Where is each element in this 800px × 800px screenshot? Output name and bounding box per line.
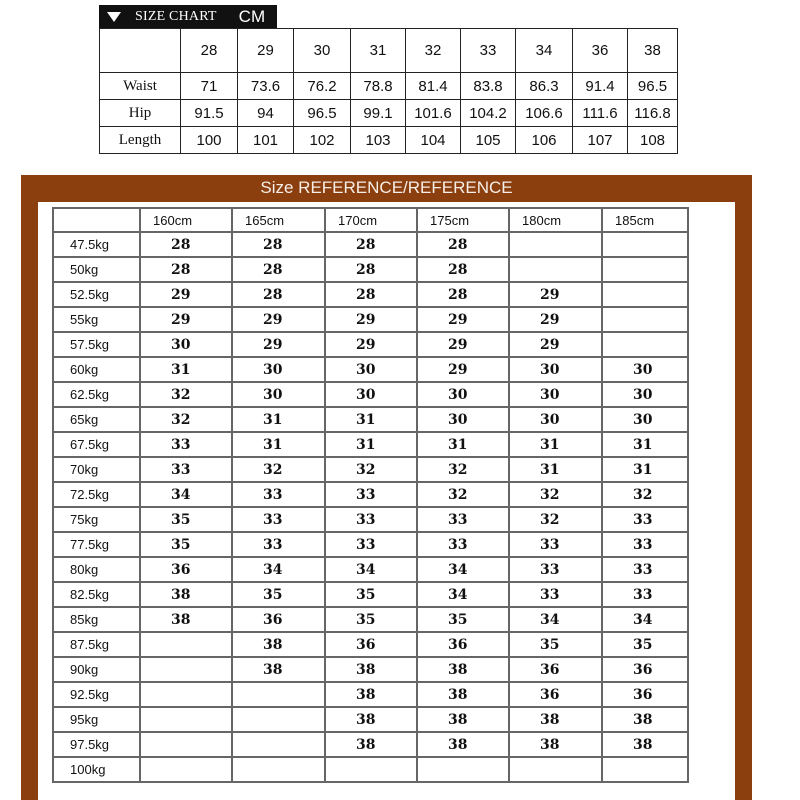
recommended-size-cell: 32 xyxy=(232,457,325,482)
recommended-size-cell: 38 xyxy=(325,682,417,707)
reference-row xyxy=(53,682,688,707)
recommended-size-cell xyxy=(232,732,325,757)
reference-row xyxy=(53,232,688,257)
measurement-value: 91.5 xyxy=(181,100,238,127)
recommended-size-cell: 34 xyxy=(417,557,509,582)
recommended-size-cell: 38 xyxy=(140,582,232,607)
measurement-value: 86.3 xyxy=(516,73,573,100)
recommended-size-cell: 34 xyxy=(325,557,417,582)
recommended-size-cell: 28 xyxy=(140,257,232,282)
size-column-header: 30 xyxy=(294,29,351,73)
weight-label: 50kg xyxy=(53,257,140,282)
reference-row xyxy=(53,632,688,657)
recommended-size-cell: 34 xyxy=(509,607,602,632)
recommended-size-cell: 35 xyxy=(602,632,688,657)
measurement-value: 103 xyxy=(351,127,406,154)
weight-label: 92.5kg xyxy=(53,682,140,707)
reference-row xyxy=(53,457,688,482)
size-column-header: 33 xyxy=(461,29,516,73)
recommended-size-cell: 35 xyxy=(232,582,325,607)
recommended-size-cell: 33 xyxy=(602,532,688,557)
recommended-size-cell: 29 xyxy=(417,357,509,382)
recommended-size-cell: 36 xyxy=(602,682,688,707)
recommended-size-cell: 30 xyxy=(325,357,417,382)
recommended-size-cell: 30 xyxy=(140,332,232,357)
measurement-value: 116.8 xyxy=(628,100,678,127)
measurement-value: 76.2 xyxy=(294,73,351,100)
reference-row xyxy=(53,357,688,382)
recommended-size-cell xyxy=(140,707,232,732)
recommended-size-cell: 31 xyxy=(602,457,688,482)
recommended-size-cell: 35 xyxy=(325,607,417,632)
recommended-size-cell: 33 xyxy=(509,557,602,582)
measurement-value: 100 xyxy=(181,127,238,154)
measurement-value: 81.4 xyxy=(406,73,461,100)
reference-row xyxy=(53,757,688,782)
reference-row xyxy=(53,482,688,507)
recommended-size-cell xyxy=(232,757,325,782)
recommended-size-cell: 30 xyxy=(509,407,602,432)
recommended-size-cell xyxy=(602,282,688,307)
reference-header-row xyxy=(53,208,688,232)
measurement-value: 96.5 xyxy=(628,73,678,100)
measurement-value: 105 xyxy=(461,127,516,154)
recommended-size-cell: 28 xyxy=(325,282,417,307)
weight-label: 85kg xyxy=(53,607,140,632)
recommended-size-cell: 29 xyxy=(140,307,232,332)
recommended-size-cell: 28 xyxy=(417,282,509,307)
recommended-size-cell: 33 xyxy=(232,482,325,507)
recommended-size-cell: 38 xyxy=(140,607,232,632)
recommended-size-cell: 29 xyxy=(325,332,417,357)
recommended-size-cell xyxy=(140,657,232,682)
recommended-size-cell: 38 xyxy=(325,732,417,757)
recommended-size-cell: 34 xyxy=(602,607,688,632)
recommended-size-cell: 35 xyxy=(140,532,232,557)
recommended-size-cell: 36 xyxy=(417,632,509,657)
recommended-size-cell: 29 xyxy=(417,307,509,332)
recommended-size-cell xyxy=(140,632,232,657)
recommended-size-cell: 33 xyxy=(602,557,688,582)
recommended-size-cell: 35 xyxy=(325,582,417,607)
recommended-size-cell: 33 xyxy=(232,532,325,557)
recommended-size-cell: 38 xyxy=(417,707,509,732)
recommended-size-cell: 36 xyxy=(509,657,602,682)
reference-row xyxy=(53,582,688,607)
recommended-size-cell: 29 xyxy=(140,282,232,307)
weight-label: 67.5kg xyxy=(53,432,140,457)
recommended-size-cell: 35 xyxy=(417,607,509,632)
recommended-size-cell: 36 xyxy=(325,632,417,657)
recommended-size-cell: 38 xyxy=(325,707,417,732)
recommended-size-cell: 33 xyxy=(417,532,509,557)
reference-row xyxy=(53,657,688,682)
weight-label: 82.5kg xyxy=(53,582,140,607)
recommended-size-cell xyxy=(140,757,232,782)
reference-row xyxy=(53,707,688,732)
recommended-size-cell: 32 xyxy=(417,482,509,507)
reference-row xyxy=(53,432,688,457)
measurement-value: 107 xyxy=(573,127,628,154)
weight-label: 80kg xyxy=(53,557,140,582)
recommended-size-cell xyxy=(509,757,602,782)
reference-row xyxy=(53,732,688,757)
recommended-size-cell: 30 xyxy=(325,382,417,407)
recommended-size-cell: 29 xyxy=(509,332,602,357)
recommended-size-cell: 31 xyxy=(417,432,509,457)
recommended-size-cell: 30 xyxy=(509,357,602,382)
recommended-size-cell: 30 xyxy=(602,357,688,382)
recommended-size-cell: 31 xyxy=(325,432,417,457)
reference-row xyxy=(53,507,688,532)
recommended-size-cell: 38 xyxy=(232,657,325,682)
recommended-size-cell xyxy=(602,307,688,332)
reference-row xyxy=(53,257,688,282)
size-column-header: 28 xyxy=(181,29,238,73)
measurement-value: 106 xyxy=(516,127,573,154)
recommended-size-cell: 38 xyxy=(417,732,509,757)
recommended-size-cell xyxy=(140,732,232,757)
size-chart-header-row xyxy=(100,29,678,73)
recommended-size-cell: 31 xyxy=(509,457,602,482)
recommended-size-cell: 33 xyxy=(509,582,602,607)
recommended-size-cell: 38 xyxy=(602,732,688,757)
measurement-value: 106.6 xyxy=(516,100,573,127)
weight-label: 55kg xyxy=(53,307,140,332)
size-column-header: 34 xyxy=(516,29,573,73)
reference-row xyxy=(53,407,688,432)
recommended-size-cell: 29 xyxy=(509,282,602,307)
recommended-size-cell: 36 xyxy=(140,557,232,582)
recommended-size-cell: 33 xyxy=(325,507,417,532)
recommended-size-cell: 33 xyxy=(602,582,688,607)
recommended-size-cell: 32 xyxy=(509,507,602,532)
measurement-value: 104 xyxy=(406,127,461,154)
weight-label: 70kg xyxy=(53,457,140,482)
recommended-size-cell: 33 xyxy=(602,507,688,532)
recommended-size-cell: 36 xyxy=(509,682,602,707)
weight-label: 100kg xyxy=(53,757,140,782)
size-reference-table xyxy=(52,207,689,783)
weight-label: 87.5kg xyxy=(53,632,140,657)
height-column-header: 160cm xyxy=(140,208,232,232)
reference-row xyxy=(53,282,688,307)
measurement-label: Hip xyxy=(100,100,181,127)
weight-label: 60kg xyxy=(53,357,140,382)
measurement-value: 94 xyxy=(238,100,294,127)
recommended-size-cell xyxy=(417,757,509,782)
triangle-down-icon xyxy=(107,12,121,22)
recommended-size-cell: 29 xyxy=(325,307,417,332)
recommended-size-cell: 35 xyxy=(509,632,602,657)
weight-label: 95kg xyxy=(53,707,140,732)
recommended-size-cell: 30 xyxy=(509,382,602,407)
recommended-size-cell: 28 xyxy=(417,257,509,282)
size-chart-row xyxy=(100,73,678,100)
size-column-header: 32 xyxy=(406,29,461,73)
recommended-size-cell xyxy=(509,232,602,257)
weight-label: 77.5kg xyxy=(53,532,140,557)
recommended-size-cell: 33 xyxy=(417,507,509,532)
recommended-size-cell: 35 xyxy=(140,507,232,532)
height-column-header: 170cm xyxy=(325,208,417,232)
recommended-size-cell: 38 xyxy=(602,707,688,732)
height-column-header: 185cm xyxy=(602,208,688,232)
size-column-header: 31 xyxy=(351,29,406,73)
reference-row xyxy=(53,382,688,407)
measurement-value: 99.1 xyxy=(351,100,406,127)
recommended-size-cell: 33 xyxy=(140,432,232,457)
recommended-size-cell: 28 xyxy=(140,232,232,257)
size-reference-title: Size REFERENCE/REFERENCE xyxy=(260,178,513,197)
recommended-size-cell xyxy=(602,257,688,282)
reference-row xyxy=(53,307,688,332)
height-column-header: 175cm xyxy=(417,208,509,232)
size-chart-header xyxy=(99,5,277,29)
height-column-header: 165cm xyxy=(232,208,325,232)
weight-label: 90kg xyxy=(53,657,140,682)
recommended-size-cell: 30 xyxy=(417,382,509,407)
measurement-value: 73.6 xyxy=(238,73,294,100)
measurement-value: 71 xyxy=(181,73,238,100)
size-column-header: 38 xyxy=(628,29,678,73)
measurement-value: 91.4 xyxy=(573,73,628,100)
reference-row xyxy=(53,532,688,557)
recommended-size-cell xyxy=(602,232,688,257)
size-column-header: 29 xyxy=(238,29,294,73)
measurement-value: 96.5 xyxy=(294,100,351,127)
recommended-size-cell: 30 xyxy=(417,407,509,432)
recommended-size-cell: 29 xyxy=(232,307,325,332)
recommended-size-cell: 28 xyxy=(232,232,325,257)
measurement-value: 108 xyxy=(628,127,678,154)
recommended-size-cell: 31 xyxy=(140,357,232,382)
recommended-size-cell: 38 xyxy=(509,732,602,757)
recommended-size-cell: 31 xyxy=(509,432,602,457)
recommended-size-cell: 33 xyxy=(140,457,232,482)
measurement-value: 111.6 xyxy=(573,100,628,127)
measurement-value: 101 xyxy=(238,127,294,154)
measurement-value: 104.2 xyxy=(461,100,516,127)
recommended-size-cell: 38 xyxy=(417,657,509,682)
recommended-size-cell: 28 xyxy=(325,232,417,257)
recommended-size-cell: 32 xyxy=(417,457,509,482)
recommended-size-cell: 38 xyxy=(509,707,602,732)
recommended-size-cell: 30 xyxy=(602,407,688,432)
weight-label: 65kg xyxy=(53,407,140,432)
size-chart-unit: CM xyxy=(238,7,266,26)
recommended-size-cell: 29 xyxy=(232,332,325,357)
weight-label: 72.5kg xyxy=(53,482,140,507)
weight-label: 57.5kg xyxy=(53,332,140,357)
recommended-size-cell: 31 xyxy=(325,407,417,432)
size-chart-corner-cell xyxy=(100,29,181,73)
recommended-size-cell: 32 xyxy=(140,407,232,432)
size-column-header: 36 xyxy=(573,29,628,73)
weight-label: 97.5kg xyxy=(53,732,140,757)
recommended-size-cell: 36 xyxy=(602,657,688,682)
size-chart-title: SIZE CHART xyxy=(135,9,217,24)
recommended-size-cell: 33 xyxy=(325,482,417,507)
weight-label: 75kg xyxy=(53,507,140,532)
recommended-size-cell xyxy=(509,257,602,282)
measurement-value: 83.8 xyxy=(461,73,516,100)
recommended-size-cell xyxy=(325,757,417,782)
size-chart-row xyxy=(100,100,678,127)
measurement-label: Length xyxy=(100,127,181,154)
measurement-value: 101.6 xyxy=(406,100,461,127)
recommended-size-cell: 28 xyxy=(232,282,325,307)
recommended-size-cell: 38 xyxy=(417,682,509,707)
recommended-size-cell: 31 xyxy=(602,432,688,457)
recommended-size-cell xyxy=(232,707,325,732)
measurement-value: 78.8 xyxy=(351,73,406,100)
size-chart-table xyxy=(99,28,678,154)
recommended-size-cell: 38 xyxy=(232,632,325,657)
recommended-size-cell xyxy=(602,757,688,782)
recommended-size-cell: 33 xyxy=(509,532,602,557)
reference-corner-cell xyxy=(53,208,140,232)
size-chart-row xyxy=(100,127,678,154)
recommended-size-cell: 29 xyxy=(417,332,509,357)
recommended-size-cell: 33 xyxy=(325,532,417,557)
recommended-size-cell xyxy=(602,332,688,357)
recommended-size-cell xyxy=(140,682,232,707)
recommended-size-cell: 33 xyxy=(232,507,325,532)
measurement-label: Waist xyxy=(100,73,181,100)
recommended-size-cell: 36 xyxy=(232,607,325,632)
recommended-size-cell: 31 xyxy=(232,407,325,432)
reference-row xyxy=(53,557,688,582)
recommended-size-cell: 28 xyxy=(417,232,509,257)
recommended-size-cell: 34 xyxy=(417,582,509,607)
recommended-size-cell: 31 xyxy=(232,432,325,457)
recommended-size-cell: 34 xyxy=(140,482,232,507)
recommended-size-cell: 28 xyxy=(325,257,417,282)
recommended-size-cell: 32 xyxy=(602,482,688,507)
weight-label: 52.5kg xyxy=(53,282,140,307)
recommended-size-cell xyxy=(232,682,325,707)
measurement-value: 102 xyxy=(294,127,351,154)
recommended-size-cell: 30 xyxy=(232,357,325,382)
recommended-size-cell: 32 xyxy=(140,382,232,407)
recommended-size-cell: 29 xyxy=(509,307,602,332)
reference-row xyxy=(53,332,688,357)
height-column-header: 180cm xyxy=(509,208,602,232)
recommended-size-cell: 28 xyxy=(232,257,325,282)
recommended-size-cell: 38 xyxy=(325,657,417,682)
weight-label: 47.5kg xyxy=(53,232,140,257)
recommended-size-cell: 32 xyxy=(509,482,602,507)
reference-row xyxy=(53,607,688,632)
recommended-size-cell: 30 xyxy=(602,382,688,407)
recommended-size-cell: 32 xyxy=(325,457,417,482)
recommended-size-cell: 30 xyxy=(232,382,325,407)
recommended-size-cell: 34 xyxy=(232,557,325,582)
weight-label: 62.5kg xyxy=(53,382,140,407)
